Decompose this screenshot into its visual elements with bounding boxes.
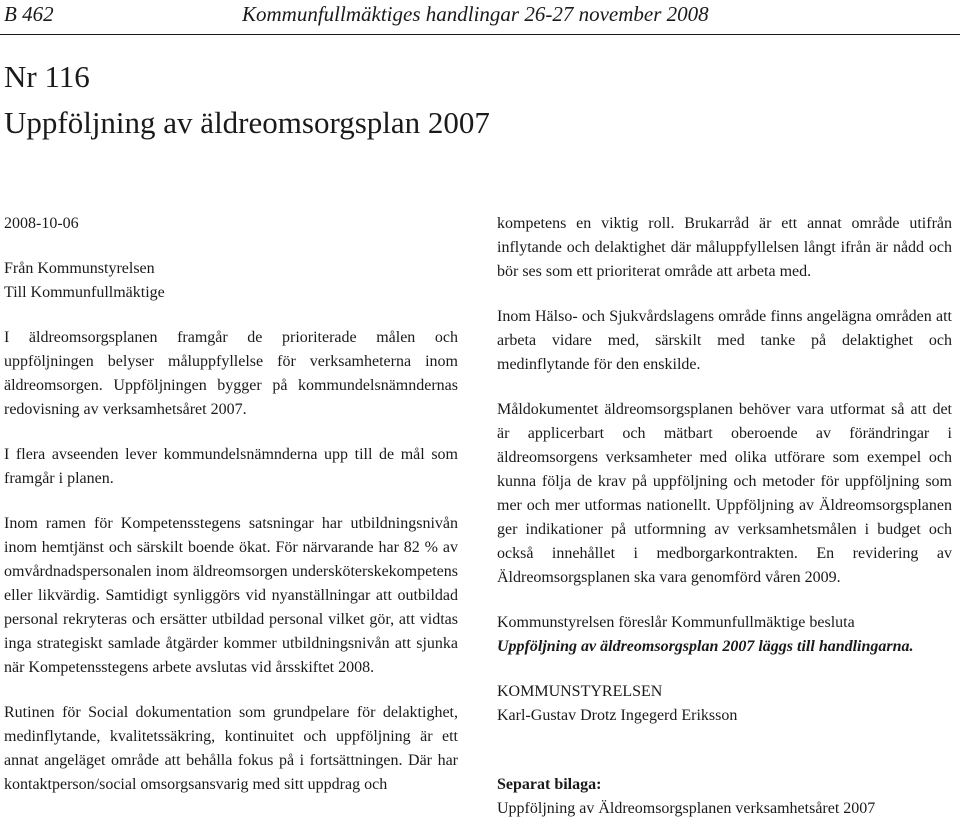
body-paragraph: Inom Hälso- och Sjukvårdslagens område finns angelägna områden att arbeta vidare med, särskilt med tanke på delaktighet och medinflytande för den enskilde.	[497, 308, 952, 373]
page-number: B 462	[4, 2, 54, 26]
proposal-intro: Kommunstyrelsen föreslår Kommunfullmäktige besluta	[497, 614, 855, 631]
sender: Från Kommunstyrelsen	[4, 260, 155, 277]
document-date: 2008-10-06	[4, 215, 79, 232]
proposal: Uppföljning av äldreomsorgsplan 2007 läggs till handlingarna.	[497, 638, 914, 655]
left-column	[4, 212, 458, 818]
running-header: Kommunfullmäktiges handlingar 26-27 november 2008	[242, 2, 709, 26]
attachment-label: Separat bilaga:	[497, 776, 602, 793]
body-paragraph: Rutinen för Social dokumentation som grundpelare för delaktighet, medinflytande, kvalitetssäkring, kontinuitet och uppföljning är ett annat angeläget område att behålla fokus på i fortsättningen. Där har kontaktperson/social omsorgsansvarig med sitt uppdrag och	[4, 704, 458, 793]
document-title: Uppföljning av äldreomsorgsplan 2007	[4, 105, 490, 140]
right-column	[497, 212, 952, 821]
document-number: Nr 116	[4, 59, 90, 94]
body-paragraph: Måldokumentet äldreomsorgsplanen behöver vara utformat så att det är applicerbart och mätbart oberoende av förändringar i äldreomsorgens verksamheter med olika utförare som exempel och kunna följa de krav på uppföljning och metoder för uppföljning som mer och mer utformas nationellt. Uppföljning av Äldreomsorgsplanen ger indikationer på utformning av verksamhetsmålen i budget och också innehållet i medborgarkontrakten. En revidering av Äldreomsorgsplanen ska vara genomförd våren 2009.	[497, 401, 952, 586]
header-rule	[0, 34, 960, 35]
body-paragraph: kompetens en viktig roll. Brukarråd är ett annat område utifrån inflytande och delaktighet där måluppfyllelsen långt ifrån är nådd och bör ses som ett prioriterat område att arbeta med.	[497, 215, 952, 280]
signature-organization: KOMMUNSTYRELSEN	[497, 683, 663, 700]
signature-names: Karl-Gustav Drotz Ingegerd Eriksson	[497, 707, 738, 724]
body-paragraph: I flera avseenden lever kommundelsnämnderna upp till de mål som framgår i planen.	[4, 446, 458, 487]
attachment-title: Uppföljning av Äldreomsorgsplanen verksamhetsåret 2007	[497, 800, 876, 817]
body-paragraph: I äldreomsorgsplanen framgår de prioriterade målen och uppföljningen belyser måluppfyllelse för verksamheterna inom äldreomsorgen. Uppföljningen bygger på kommundelsnämndernas redovisning av verksamhetsåret 2007.	[4, 329, 458, 418]
body-paragraph: Inom ramen för Kompetensstegens satsningar har utbildningsnivån inom hemtjänst och särskilt boende ökat. För närvarande har 82 % av omvårdnadspersonalen inom äldreomsorgen undersköterskekompetens eller likvärdig. Samtidigt synliggörs vid nyanställningar att outbildad personal rekryteras och ersätter utbildad personal vilket gör, att vidtas inga strategiskt samlade åtgärder kommer utbildningsnivån att sjunka när Kompetensstegens arbete avslutas vid årsskiftet 2008.	[4, 515, 458, 676]
recipient: Till Kommunfullmäktige	[4, 284, 165, 301]
